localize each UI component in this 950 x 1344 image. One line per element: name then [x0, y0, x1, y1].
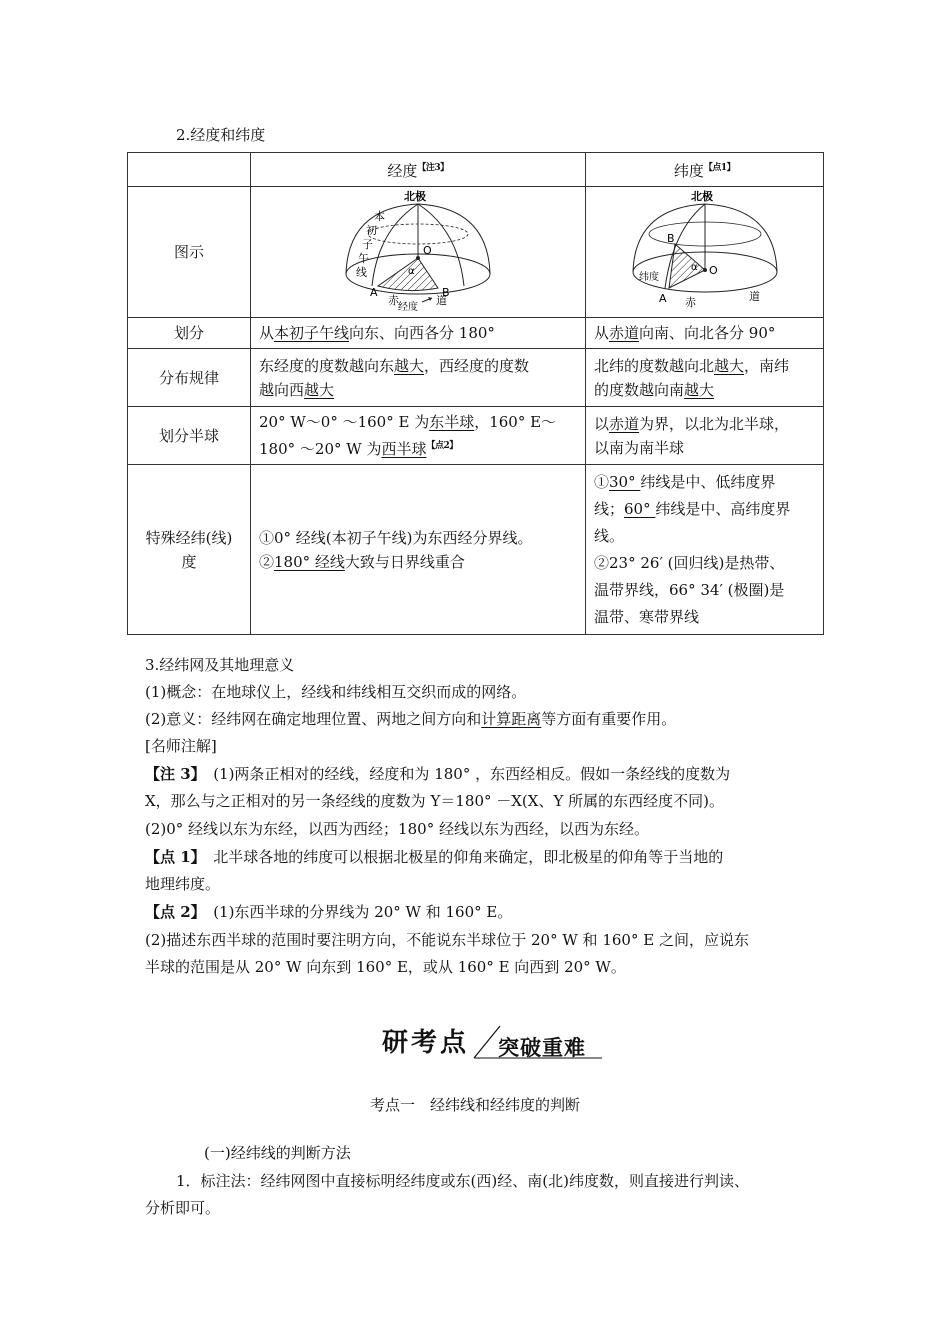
note3-line-2: X，那么与之正相对的另一条经线的度数为 Y＝180° －X(X、Y 所属的东西经度不同)。 — [145, 792, 724, 810]
kaodian-title: 考点一 经纬线和经纬度的判断 — [369, 1096, 580, 1114]
lat-equator-chi: 赤 — [684, 296, 696, 309]
lat-point-b: B — [666, 232, 675, 245]
longitude-pattern: 东经度的度数越向东越大，西经度的度数 越向西越大 — [251, 349, 586, 407]
lon-point-o: O — [423, 244, 432, 257]
concept-line: (1)概念：在地球仪上，经线和纬线相互交织而成的网络。 — [145, 683, 527, 701]
banner-left-text: 研考点 — [382, 1028, 470, 1058]
header-latitude: 纬度$^{【点1】}$ — [586, 153, 824, 187]
lon-meridian-char-4: 午 — [358, 252, 369, 265]
lon-point-a: A — [370, 286, 378, 299]
lon-meridian-char-2: 初 — [366, 224, 377, 237]
longitude-diagram-cell — [251, 187, 586, 318]
row-label-diagram: 图示 — [128, 187, 251, 318]
latitude-hemisphere: 以赤道为界，以北为北半球， 以南为南半球 — [586, 407, 824, 465]
longitude-special: ①0° 经线(本初子午线)为东西经分界线。 ②180° 经线大致与日界线重合 — [251, 465, 586, 635]
latitude-special: ①30° 纬线是中、低纬度界 线；60° 纬线是中、高纬度界 线。 ②23° 26′ (回归线)是热带、 温带界线，66° 34′ (极圈)是 温带、寒带界线 — [586, 465, 824, 635]
lat-equator-dao: 道 — [748, 290, 760, 303]
point2-line-3: 半球的范围是从 20° W 向东到 160° E，或从 160° E 向西到 20° W。 — [145, 958, 626, 976]
lat-degree-label: 纬度 — [638, 272, 659, 283]
notes-heading: [名师注解] — [145, 737, 217, 755]
lon-meridian-char-1: 本 — [374, 210, 385, 223]
row-label-special: 特殊经纬(线) 度 — [128, 465, 251, 635]
latitude-pattern: 北纬的度数越向北越大，南纬 的度数越向南越大 — [586, 349, 824, 407]
lat-point-o: O — [708, 264, 718, 277]
lon-equator-chi: 赤 — [388, 294, 399, 307]
row-label-pattern: 分布规律 — [128, 349, 251, 407]
lat-north-pole-label: 北极 — [690, 190, 713, 203]
latitude-hemisphere-figure — [625, 190, 785, 314]
meaning-line: (2)意义：经纬网在确定地理位置、两地之间方向和计算距离等方面有重要作用。 — [145, 710, 677, 728]
point2-line-2: (2)描述东西半球的范围时要注明方向，不能说东半球位于 20° W 和 160° E 之间，应说东 — [145, 931, 749, 949]
point1-line-2: 地理纬度。 — [145, 875, 221, 893]
note3-line-3: (2)0° 经线以东为东经，以西为西经；180° 经线以东为西经，以西为东经。 — [145, 820, 649, 838]
kaodian-item1-line-2: 分析即可。 — [145, 1199, 221, 1217]
longitude-hemisphere-figure — [338, 190, 498, 314]
longitude-hemisphere: 20° W～0° ～160° E 为东半球，160° E～ 180° ～20° W 为西半球$^{【点2】}$ — [251, 407, 586, 465]
lon-north-pole-label: 北极 — [404, 190, 426, 203]
point1-line-1: 【点 1】 北半球各地的纬度可以根据北极星的仰角来确定，即北极星的仰角等于当地的 — [145, 848, 724, 866]
section-title-3: 3.经纬网及其地理意义 — [145, 656, 295, 674]
lon-point-b: B — [442, 286, 450, 299]
longitude-latitude-table — [127, 152, 824, 635]
section-banner — [370, 1012, 620, 1062]
row-label-division: 划分 — [128, 318, 251, 349]
lat-point-a: A — [658, 292, 667, 305]
kaodian-item1-line-1: 1．标注法：经纬网图中直接标明经纬度或东(西)经、南(北)纬度数，则直接进行判读、 — [176, 1172, 749, 1190]
lat-alpha: α — [690, 262, 698, 273]
row-label-hemisphere: 划分半球 — [128, 407, 251, 465]
section-title-2: 2.经度和纬度 — [176, 126, 266, 144]
kaodian-subtitle: (一)经纬线的判断方法 — [204, 1144, 351, 1162]
lon-meridian-char-5: 线 — [356, 266, 367, 279]
lon-degree-label: 经度 — [398, 302, 418, 313]
lon-equator-dao: 道 — [436, 294, 447, 307]
lon-alpha: α — [408, 266, 415, 277]
lon-meridian-char-3: 子 — [362, 238, 373, 251]
longitude-division: 从本初子午线向东、向西各分 180° — [251, 318, 586, 349]
note3-line-1: 【注 3】 (1)两条正相对的经线，经度和为 180° ，东西经相反。假如一条经线的度数为 — [145, 765, 731, 783]
latitude-diagram-cell — [586, 187, 824, 318]
header-empty-cell — [128, 153, 251, 187]
banner-right-text: 突破重难 — [498, 1036, 586, 1060]
latitude-division: 从赤道向南、向北各分 90° — [586, 318, 824, 349]
point2-line-1: 【点 2】 (1)东西半球的分界线为 20° W 和 160° E。 — [145, 903, 513, 921]
header-longitude: 经度$^{【注3】}$ — [251, 153, 586, 187]
